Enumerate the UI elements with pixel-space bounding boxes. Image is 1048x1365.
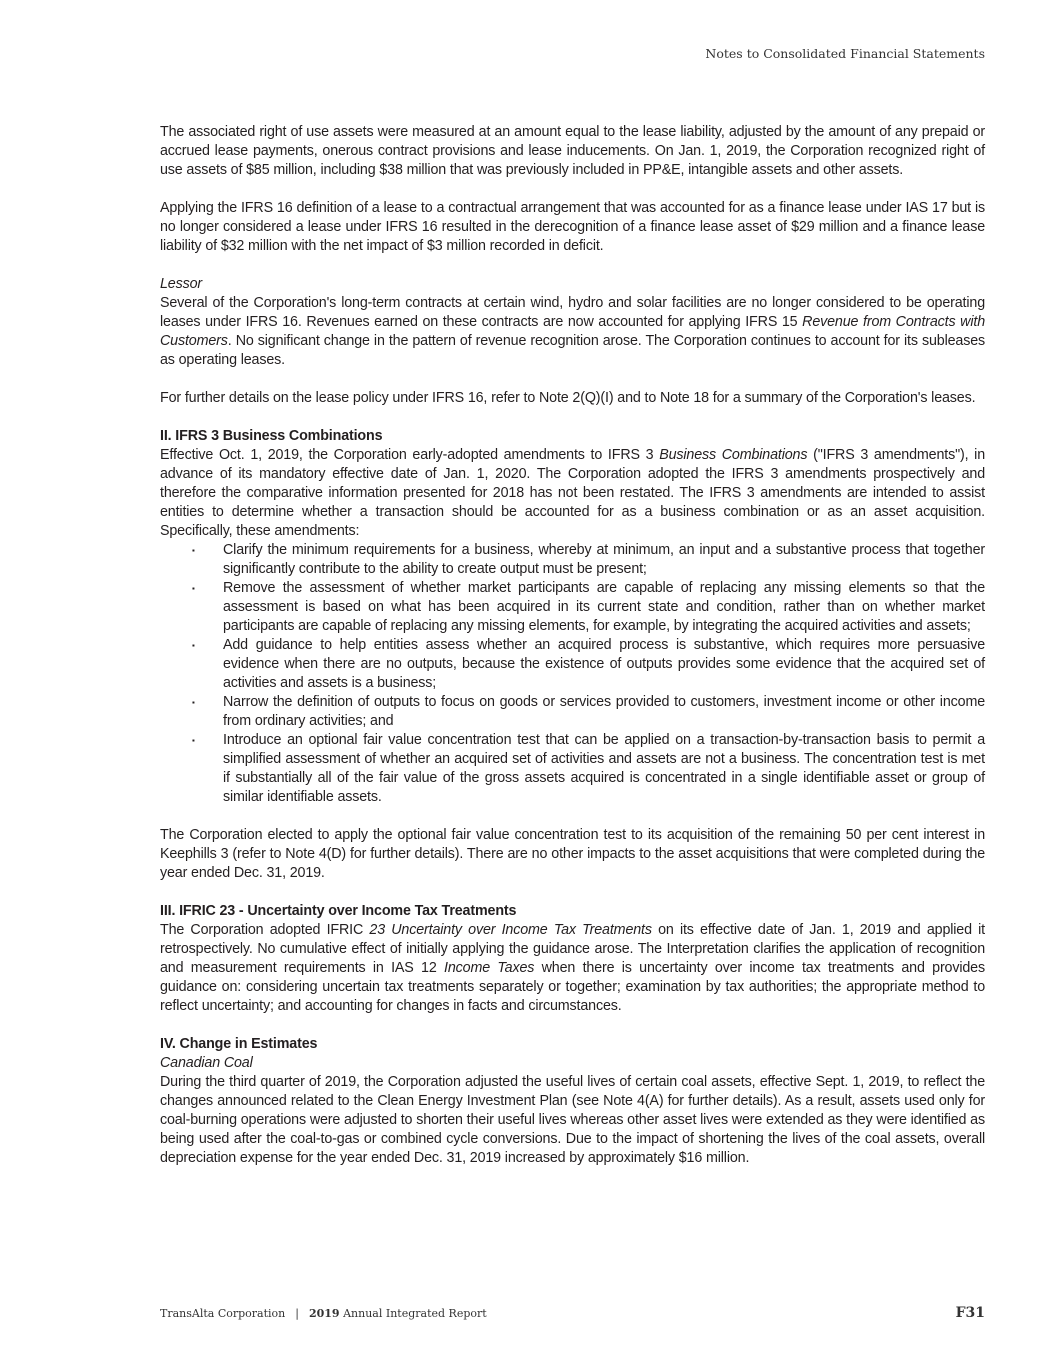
heading-ifric23: III. IFRIC 23 - Uncertainty over Income Tax Treatments (160, 903, 517, 919)
heading-change-in-estimates: IV. Change in Estimates (160, 1036, 318, 1052)
paragraph-concentration-test: The Corporation elected to apply the optional fair value concentration test to its acquisition of the remaining 50 per cent interest in Keephills 3 (refer to Note 4(D) for further details). There are no other impacts to the asset acquisitions that were completed during the year ended Dec. 31, 2019. (160, 827, 985, 881)
list-item: ▪ Introduce an optional fair value concentration test that can be applied on a transaction-by-transaction basis to permit a simplified assessment of whether an acquired set of activities and assets are not a business. The concentration test is met if substantially all of the fair value of the gross assets acquired is concentrated in a single identifiable asset or group of similar identifiable assets. (160, 731, 985, 807)
paragraph-canadian-coal: During the third quarter of 2019, the Corporation adjusted the useful lives of certain coal assets, effective Sept. 1, 2019, to reflect the changes announced related to the Clean Energy Investment Plan (see Note 4(A) for further details). As a result, assets used only for coal-burning operations were adjusted to shorten their useful lives whereas other asset lives were extended as they were identified as being used after the coal-to-gas or combined cycle conversions. Due to the impact of shortening the lives of the coal assets, overall depreciation expense for the year ended Dec. 31, 2019 increased by approximately $16 million. (160, 1074, 985, 1166)
paragraph-rou-assets: The associated right of use assets were measured at an amount equal to the lease liability, adjusted by the amount of any prepaid or accrued lease payments, onerous contract provisions and lease inducements. On Jan. 1, 2019, the Corporation recognized right of use assets of $85 million, including $38 million that was previously included in PP&E, intangible assets and other assets. (160, 124, 985, 178)
paragraph-ifrs3: Effective Oct. 1, 2019, the Corporation early-adopted amendments to IFRS 3 Business Combinations ("IFRS 3 amendments"), in advance of its mandatory effective date of Jan. 1, 2020. The Corporation adopted the IFRS 3 amendments prospectively and therefore the comparative information presented for 2018 has not been restated. The IFRS 3 amendments are intended to assist entities to determine whether a transaction should be accounted for as a business combination or as an asset acquisition. Specifically, these amendments: (160, 447, 985, 539)
footer-year: 2019 (308, 1307, 340, 1320)
footer-separator: | (295, 1307, 299, 1320)
subheading-lessor: Lessor (160, 276, 203, 292)
running-header: Notes to Consolidated Financial Statements (705, 46, 985, 61)
paragraph-ifric23: The Corporation adopted IFRIC 23 Uncertainty over Income Tax Treatments on its effective date of Jan. 1, 2019 and applied it retrospectively. No cumulative effect of initially applying the guidance arose. The Interpretation clarifies the application of recognition and measurement requirements in IAS 12 Income Taxes when there is uncertainty over income tax treatments and provides guidance on: considering uncertain tax treatments separately or together; examination by tax authorities; the appropriate method to reflect uncertainty; and accounting for changes in facts and circumstances. (160, 922, 985, 1014)
footer-report: Annual Integrated Report (343, 1307, 487, 1320)
list-item: ▪ Narrow the definition of outputs to focus on goods or services provided to customers, investment income or other income from ordinary activities; and (160, 693, 985, 731)
page-number: F31 (955, 1305, 985, 1321)
document-body (160, 123, 985, 1187)
list-item: ▪ Clarify the minimum requirements for a business, whereby at minimum, an input and a substantive process that together significantly contribute to the ability to create output must be present; (160, 541, 985, 579)
paragraph-finance-lease: Applying the IFRS 16 definition of a lease to a contractual arrangement that was accounted for as a finance lease under IAS 17 but is no longer considered a lease under IFRS 16 resulted in the derecognition of a finance lease asset of $29 million and a finance lease liability of $32 million with the net impact of $3 million recorded in deficit. (160, 200, 985, 254)
paragraph-lease-policy: For further details on the lease policy under IFRS 16, refer to Note 2(Q)(I) and to Note 18 for a summary of the Corporation's leases. (160, 390, 976, 406)
heading-ifrs3: II. IFRS 3 Business Combinations (160, 428, 383, 444)
list-item: ▪ Add guidance to help entities assess whether an acquired process is substantive, which requires more persuasive evidence when there are no outputs, because the existence of outputs provides some evidence that the acquired set of activities and assets is a business; (160, 636, 985, 693)
amendments-list (160, 541, 985, 807)
footer (160, 1307, 985, 1320)
subheading-canadian-coal: Canadian Coal (160, 1055, 253, 1071)
list-item: ▪ Remove the assessment of whether market participants are capable of replacing any missing elements so that the assessment is based on what has been acquired in its current state and condition, rather than on whether market participants are capable of replacing any missing elements, for example, by integrating the acquired activities and assets; (160, 579, 985, 636)
footer-company: TransAlta Corporation (160, 1307, 286, 1320)
paragraph-lessor: Several of the Corporation's long-term contracts at certain wind, hydro and solar facilities are no longer considered to be operating leases under IFRS 16. Revenues earned on these contracts are now accounted for applying IFRS 15 Revenue from Contracts with Customers. No significant change in the pattern of revenue recognition arose. The Corporation continues to account for its subleases as operating leases. (160, 295, 986, 368)
